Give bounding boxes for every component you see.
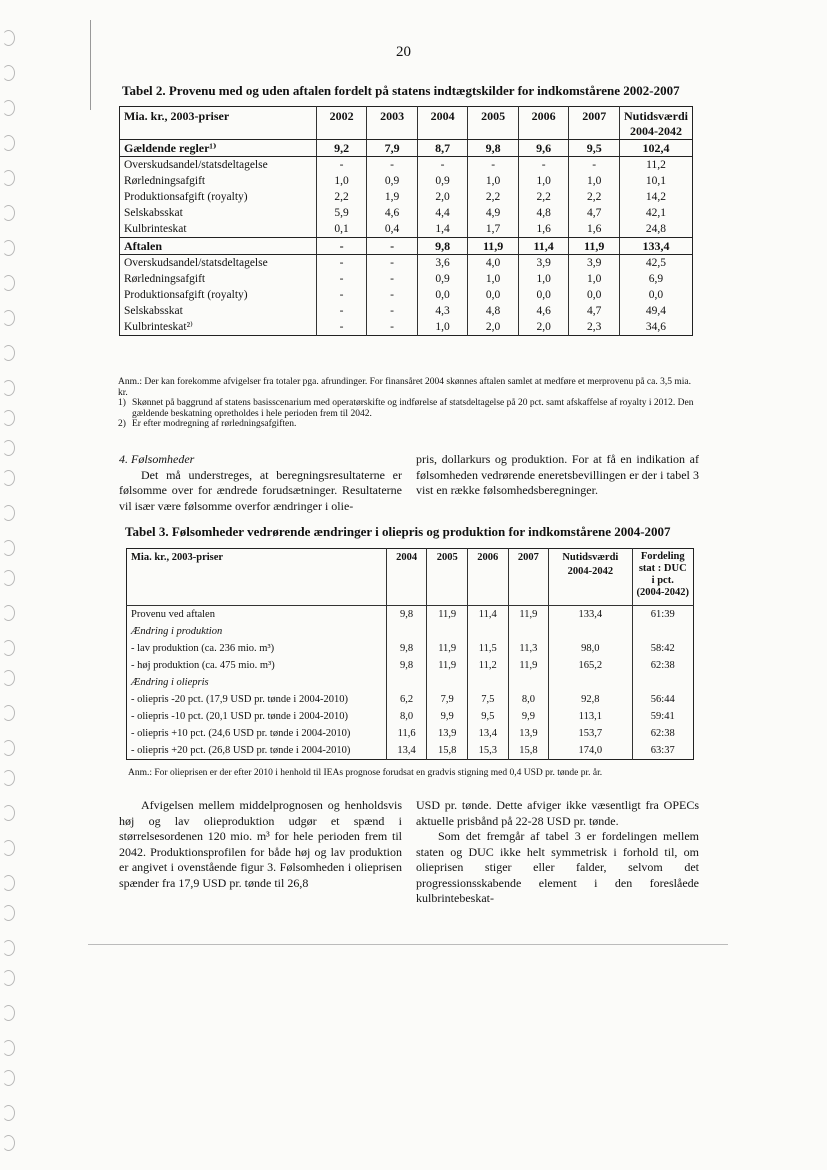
cell: 62:38	[650, 727, 675, 739]
row-label: Produktionsafgift (royalty)	[120, 189, 317, 205]
cell: 4,3	[417, 303, 468, 319]
cell: 1,4	[417, 221, 468, 238]
table2-header-year: 2003	[367, 107, 418, 140]
cell: 2,0	[468, 319, 519, 336]
cell: 11,2	[646, 158, 666, 171]
cell: 1,0	[569, 271, 620, 287]
cell: 9,8	[468, 140, 519, 157]
cell: 2,0	[417, 189, 468, 205]
cell: 3,6	[417, 255, 468, 272]
cell: 9,8	[386, 606, 427, 624]
cell: -	[417, 157, 468, 174]
cell: 1,0	[468, 271, 519, 287]
table-row	[120, 157, 693, 174]
row-label: Produktionsafgift (royalty)	[120, 287, 317, 303]
cell: 9,5	[569, 140, 620, 157]
cell: 59:41	[650, 710, 675, 722]
row-label: - oliepris +20 pct. (26,8 USD pr. tønde i 2004-2010)	[127, 742, 387, 760]
footnote-text: Skønnet på baggrund af statens basisscenarium med operatørskifte og indførelse af statsdeltagelse på 20 pct. samt afskaffelse af royalty i 2012. Den gældende beskatning opretholdes i hele perioden frem til 2042.	[132, 398, 694, 419]
cell: -	[367, 287, 418, 303]
fd-line-2: stat : DUC	[638, 563, 687, 574]
table-row	[120, 221, 693, 238]
cell: 0,9	[417, 173, 468, 189]
table3-note: Anm.: For olieprisen er der efter 2010 i henhold til IEAs prognose forudsat en gradvis stigning med 0,4 USD pr. tønde pr. år.	[128, 768, 603, 778]
cell: 92,8	[549, 691, 632, 708]
cell: -	[367, 303, 418, 319]
table3-header-row	[127, 549, 694, 606]
cell: 11,5	[467, 640, 508, 657]
cell: 0,0	[417, 287, 468, 303]
footnote-key: 1)	[118, 398, 126, 408]
table-row	[120, 173, 693, 189]
cell: 9,2	[316, 140, 367, 157]
row-label: - oliepris -20 pct. (17,9 USD pr. tønde i 2004-2010)	[127, 691, 387, 708]
table-row	[120, 303, 693, 319]
table-row	[120, 189, 693, 205]
row-label: Selskabsskat	[120, 205, 317, 221]
cell: 11,3	[508, 640, 549, 657]
cell: 9,8	[417, 238, 468, 255]
cell	[467, 674, 508, 691]
body-paragraph: Afvigelsen mellem middelprognosen og henholdsvis høj og lav olieproduktion udgør et spænd i størrelsesordenen 120 mio. m³ for hele perioden frem til 2042. Produktionsprofilen for både høj og lav produktion er angivet i ovenstående figur 3. Følsomheden i olieprisen spænder fra 17,9 USD pr. tønde til 26,8	[119, 798, 402, 890]
cell	[386, 674, 427, 691]
row-label: - lav produktion (ca. 236 mio. m³)	[127, 640, 387, 657]
table3	[126, 548, 694, 760]
nv-line-1: Nutidsværdi	[562, 552, 619, 563]
cell	[386, 623, 427, 640]
footnote-text: Er efter modregning af rørledningsafgiften.	[132, 419, 297, 429]
table2-header-label: Mia. kr., 2003-priser	[120, 107, 317, 140]
section-paragraph: Det må understreges, at beregningsresultaterne er følsomme over for ændrede forudsætninger. Resultaterne vil især være følsomme overfor ændringer i olie-	[119, 467, 402, 513]
cell: -	[518, 157, 569, 174]
row-label: Kulbrinteskat	[120, 221, 317, 238]
cell: 63:37	[650, 744, 675, 756]
cell	[549, 623, 632, 640]
cell: 24,8	[619, 221, 692, 238]
row-label: Provenu ved aftalen	[127, 606, 387, 624]
nv-line-2: 2004-2042	[629, 124, 682, 138]
table3-header-year: 2007	[508, 549, 549, 606]
cell: 11,9	[427, 640, 468, 657]
cell: 0,0	[569, 287, 620, 303]
nv-line-1: Nutidsværdi	[623, 109, 688, 123]
cell: -	[569, 157, 620, 174]
cell: 174,0	[549, 742, 632, 760]
nv-line-2: 2004-2042	[567, 566, 614, 577]
cell: 4,4	[417, 205, 468, 221]
cell: 9,6	[518, 140, 569, 157]
row-label: Ændring i produktion	[127, 623, 387, 640]
table3-header-fordeling	[632, 549, 694, 606]
cell	[427, 623, 468, 640]
cell: 4,6	[518, 303, 569, 319]
cell: 13,9	[427, 725, 468, 742]
cell: 6,9	[648, 272, 664, 285]
table2	[119, 106, 693, 336]
row-label: - høj produktion (ca. 475 mio. m³)	[127, 657, 387, 674]
cell: 11,9	[508, 657, 549, 674]
cell: 2,2	[468, 189, 519, 205]
table-row	[120, 319, 693, 336]
cell: 1,6	[569, 221, 620, 238]
cell: -	[367, 238, 418, 255]
cell: 58:42	[650, 642, 675, 654]
table-row	[120, 255, 693, 272]
cell: 8,7	[417, 140, 468, 157]
cell: 42,1	[645, 206, 667, 219]
table-row	[127, 691, 694, 708]
cell: 9,8	[386, 640, 427, 657]
table-row	[120, 287, 693, 303]
cell: 9,9	[427, 708, 468, 725]
cell: 0,4	[367, 221, 418, 238]
cell: 49,4	[645, 304, 667, 317]
cell: 7,5	[467, 691, 508, 708]
table3-header-nutidsvaerdi	[549, 549, 632, 606]
cell: 9,9	[508, 708, 549, 725]
cell: 11,2	[467, 657, 508, 674]
table-row	[120, 238, 693, 255]
row-label: - oliepris -10 pct. (20,1 USD pr. tønde i 2004-2010)	[127, 708, 387, 725]
cell: 1,0	[316, 173, 367, 189]
cell: 11,9	[569, 238, 620, 255]
section-left-column	[119, 452, 402, 514]
cell: -	[316, 157, 367, 174]
cell: 1,0	[417, 319, 468, 336]
table-row	[120, 205, 693, 221]
body-paragraph: USD pr. tønde. Dette afviger ikke væsentligt fra OPECs aktuelle prisbånd på 22-28 USD pr. tønde.	[416, 798, 699, 828]
table2-anm: Anm.: Der kan forekomme afvigelser fra totaler pga. afrundinger. For finansåret 2004 skønnes aftalen samlet at medføre et merprovenu på ca. 3,5 mia. kr.	[118, 377, 691, 398]
cell: 1,7	[468, 221, 519, 238]
cell: 98,0	[549, 640, 632, 657]
row-label: Aftalen	[120, 238, 317, 255]
table3-header-year: 2004	[386, 549, 427, 606]
cell: 11,9	[427, 606, 468, 624]
table-row	[120, 271, 693, 287]
cell: 2,2	[518, 189, 569, 205]
row-label: Rørledningsafgift	[120, 271, 317, 287]
cell	[508, 674, 549, 691]
table2-notes	[118, 377, 701, 430]
cell: 0,0	[518, 287, 569, 303]
cell	[427, 674, 468, 691]
cell: 15,8	[508, 742, 549, 760]
bottom-right-column	[416, 798, 699, 907]
row-label: - oliepris +10 pct. (24,6 USD pr. tønde i 2004-2010)	[127, 725, 387, 742]
cell: 4,8	[468, 303, 519, 319]
row-label: Kulbrinteskat²⁾	[120, 319, 317, 336]
cell	[632, 674, 694, 691]
cell: -	[316, 238, 367, 255]
section-right-column	[416, 452, 699, 499]
table2-header-nutidsvaerdi	[619, 107, 692, 140]
cell: 4,7	[569, 205, 620, 221]
footnote-key: 2)	[118, 419, 126, 429]
table2-header-year: 2006	[518, 107, 569, 140]
cell: 4,7	[569, 303, 620, 319]
cell: -	[367, 157, 418, 174]
table3-header-year: 2005	[427, 549, 468, 606]
cell: 11,9	[427, 657, 468, 674]
cell: 10,1	[645, 174, 667, 187]
cell: 4,6	[367, 205, 418, 221]
table2-header-year: 2005	[468, 107, 519, 140]
scan-margin-line	[90, 20, 91, 110]
cell: 62:38	[650, 659, 675, 671]
cell: -	[316, 287, 367, 303]
cell: -	[316, 303, 367, 319]
cell: 42,5	[645, 256, 667, 269]
cell: 153,7	[549, 725, 632, 742]
cell: 1,0	[569, 173, 620, 189]
cell: 11,9	[468, 238, 519, 255]
footnote-2	[118, 419, 701, 430]
cell: 3,9	[518, 255, 569, 272]
cell: 113,1	[549, 708, 632, 725]
cell: 102,4	[619, 140, 692, 157]
cell: 2,2	[316, 189, 367, 205]
cell: 2,2	[569, 189, 620, 205]
fd-line-1: Fordeling	[640, 551, 685, 562]
row-label: Selskabsskat	[120, 303, 317, 319]
cell	[508, 623, 549, 640]
cell	[632, 623, 694, 640]
cell	[467, 623, 508, 640]
table-row	[127, 725, 694, 742]
page-number: 20	[396, 44, 411, 60]
cell: -	[468, 157, 519, 174]
cell: 1,0	[518, 271, 569, 287]
cell: -	[316, 319, 367, 336]
cell: -	[316, 255, 367, 272]
table-row	[127, 623, 694, 640]
cell: 11,4	[518, 238, 569, 255]
table-row	[127, 742, 694, 760]
cell: -	[367, 319, 418, 336]
cell: 13,4	[467, 725, 508, 742]
cell: 0,1	[316, 221, 367, 238]
cell: 13,4	[386, 742, 427, 760]
row-label: Ændring i oliepris	[127, 674, 387, 691]
cell: 0,0	[468, 287, 519, 303]
row-label: Overskudsandel/statsdeltagelse	[120, 255, 317, 272]
cell: 13,9	[508, 725, 549, 742]
fd-line-3: i pct.	[651, 575, 674, 586]
table2-header-row	[120, 107, 693, 140]
section-paragraph: pris, dollarkurs og produktion. For at få en indikation af følsomheden vedrørende eneretsbevillingen er der i tabel 3 vist en række følsomhedsberegninger.	[416, 452, 699, 497]
cell: 9,8	[386, 657, 427, 674]
cell: 2,0	[518, 319, 569, 336]
body-paragraph: Som det fremgår af tabel 3 er fordelingen mellem staten og DUC ikke helt symmetrisk i forhold til, om olieprisen stiger eller falder, selvom det progressionsskabende element i den foreslåede kulbrintebeskat-	[416, 829, 699, 905]
cell: 1,6	[518, 221, 569, 238]
cell: 8,0	[508, 691, 549, 708]
table-row	[120, 140, 693, 157]
row-label: Gældende regler¹⁾	[120, 140, 317, 157]
cell: 165,2	[549, 657, 632, 674]
cell: 0,9	[367, 173, 418, 189]
table2-title: Tabel 2. Provenu med og uden aftalen fordelt på statens indtægtskilder for indkomstårene 2002-2007	[122, 83, 680, 98]
binder-holes	[0, 0, 20, 1170]
table-row	[127, 640, 694, 657]
fd-line-4: (2004-2042)	[636, 587, 689, 598]
cell: 0,0	[648, 288, 664, 301]
cell: 1,0	[518, 173, 569, 189]
cell: 7,9	[427, 691, 468, 708]
cell: 4,0	[468, 255, 519, 272]
scan-bottom-line	[88, 944, 728, 945]
table3-title: Tabel 3. Følsomheder vedrørende ændringer i oliepris og produktion for indkomstårene 2004-2007	[125, 524, 671, 539]
cell: -	[367, 271, 418, 287]
cell: 4,8	[518, 205, 569, 221]
cell: 3,9	[569, 255, 620, 272]
cell: 6,2	[386, 691, 427, 708]
cell: 11,4	[467, 606, 508, 624]
row-label: Rørledningsafgift	[120, 173, 317, 189]
cell: 4,9	[468, 205, 519, 221]
cell: 15,3	[467, 742, 508, 760]
bottom-left-column	[119, 798, 402, 891]
cell	[549, 674, 632, 691]
cell: 5,9	[316, 205, 367, 221]
cell: 11,9	[508, 606, 549, 624]
cell: 34,6	[645, 320, 667, 333]
cell: 133,4	[619, 238, 692, 255]
table2-header-year: 2007	[569, 107, 620, 140]
table-row	[127, 606, 694, 624]
cell: 11,6	[386, 725, 427, 742]
cell: 15,8	[427, 742, 468, 760]
cell: 61:39	[650, 608, 675, 620]
table2-header-year: 2002	[316, 107, 367, 140]
cell: 1,0	[468, 173, 519, 189]
cell: 1,9	[367, 189, 418, 205]
cell: 14,2	[645, 190, 667, 203]
table-row	[127, 708, 694, 725]
table3-header-label: Mia. kr., 2003-priser	[127, 549, 387, 606]
row-label: Overskudsandel/statsdeltagelse	[120, 157, 317, 174]
cell: 2,3	[569, 319, 620, 336]
cell: 7,9	[367, 140, 418, 157]
table2-header-year: 2004	[417, 107, 468, 140]
table3-header-year: 2006	[467, 549, 508, 606]
cell: 0,9	[417, 271, 468, 287]
table-row	[127, 657, 694, 674]
cell: 133,4	[549, 606, 632, 624]
cell: -	[316, 271, 367, 287]
table-row	[127, 674, 694, 691]
section-heading: 4. Følsomheder	[119, 452, 195, 466]
cell: 8,0	[386, 708, 427, 725]
cell: 56:44	[650, 693, 675, 705]
cell: -	[367, 255, 418, 272]
cell: 9,5	[467, 708, 508, 725]
footnote-1	[118, 398, 701, 419]
